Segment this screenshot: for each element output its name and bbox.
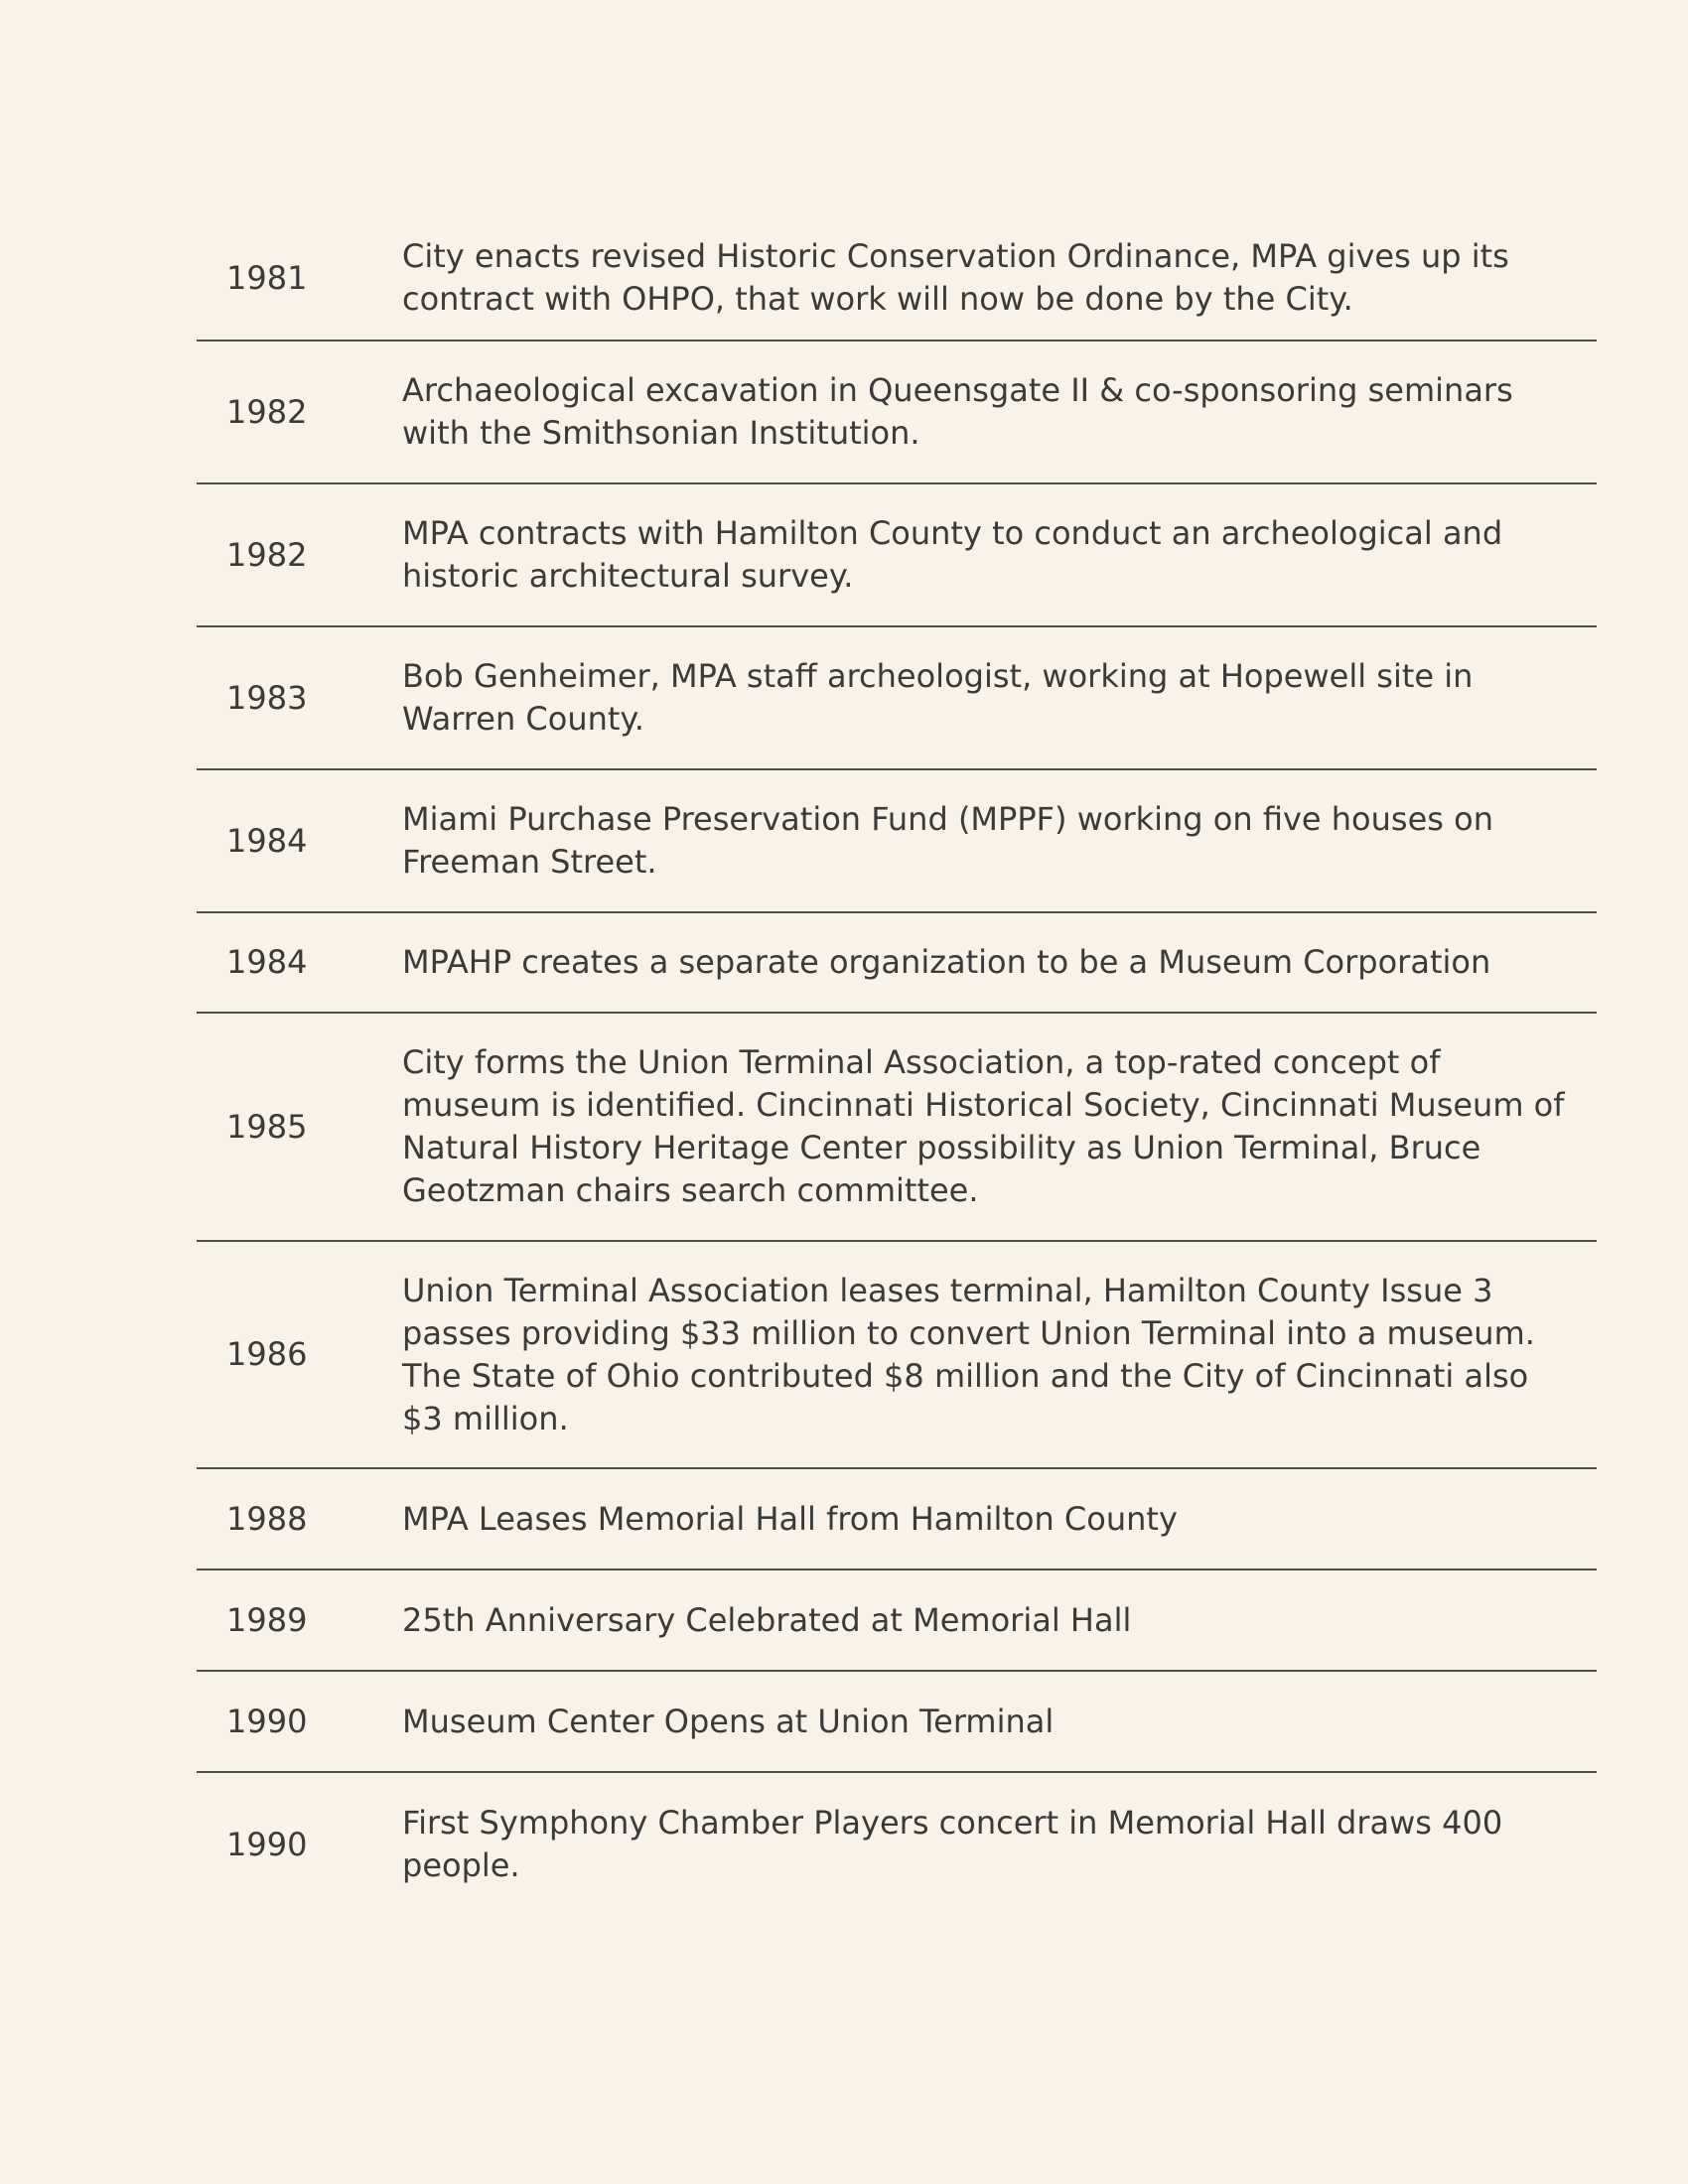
timeline-row — [197, 341, 1597, 484]
timeline-event: MPA contracts with Hamilton County to conduct an archeological and historic architectural survey. — [402, 514, 1503, 595]
timeline-event: City forms the Union Terminal Association, a top-rated concept of museum is identified. Cincinnati Historical Society, Cincinnati Museum of Natural History Heritage Center possibility as Union Terminal, Bruce Geotzman chairs search committee. — [402, 1043, 1565, 1209]
timeline-year: 1982 — [226, 535, 308, 574]
timeline-row — [197, 1672, 1597, 1773]
timeline-event: 25th Anniversary Celebrated at Memorial Hall — [402, 1600, 1132, 1639]
timeline-row — [197, 1570, 1597, 1672]
timeline-row — [197, 1773, 1597, 1916]
timeline-event: Bob Genheimer, MPA staff archeologist, working at Hopewell site in Warren County. — [402, 657, 1474, 738]
timeline-row — [197, 627, 1597, 770]
timeline-row — [197, 1469, 1597, 1570]
timeline-row — [197, 484, 1597, 627]
timeline-row — [197, 216, 1597, 341]
timeline-year: 1985 — [226, 1107, 308, 1146]
timeline-event: First Symphony Chamber Players concert in Memorial Hall draws 400 people. — [402, 1804, 1503, 1884]
timeline-year: 1984 — [226, 943, 308, 981]
timeline-row — [197, 913, 1597, 1014]
timeline-year: 1990 — [226, 1702, 308, 1740]
timeline-event: MPA Leases Memorial Hall from Hamilton County — [402, 1499, 1178, 1538]
timeline-event: Museum Center Opens at Union Terminal — [402, 1702, 1055, 1740]
timeline-year: 1981 — [226, 258, 308, 297]
timeline-year: 1988 — [226, 1499, 308, 1538]
timeline-event: City enacts revised Historic Conservation Ordinance, MPA gives up its contract with OHPO, that work will now be done by the City. — [402, 237, 1509, 318]
timeline-year: 1983 — [226, 678, 308, 717]
timeline-event: MPAHP creates a separate organization to be a Museum Corporation — [402, 943, 1491, 981]
timeline-table — [197, 216, 1597, 1916]
timeline-row — [197, 1014, 1597, 1242]
timeline-year: 1990 — [226, 1825, 308, 1863]
timeline-year: 1986 — [226, 1335, 308, 1373]
timeline-event: Miami Purchase Preservation Fund (MPPF) working on five houses on Freeman Street. — [402, 800, 1493, 881]
timeline-year: 1982 — [226, 392, 308, 431]
timeline-year: 1984 — [226, 821, 308, 860]
timeline-row — [197, 1242, 1597, 1469]
timeline-row — [197, 770, 1597, 913]
timeline-event: Archaeological excavation in Queensgate II & co-sponsoring seminars with the Smithsonian Institution. — [402, 371, 1513, 452]
timeline-event: Union Terminal Association leases terminal, Hamilton County Issue 3 passes providing $33 million to convert Union Terminal into a museum. The State of Ohio contributed $8 million and the City of Cincinnati also $3 million. — [402, 1271, 1535, 1437]
timeline-year: 1989 — [226, 1600, 308, 1639]
